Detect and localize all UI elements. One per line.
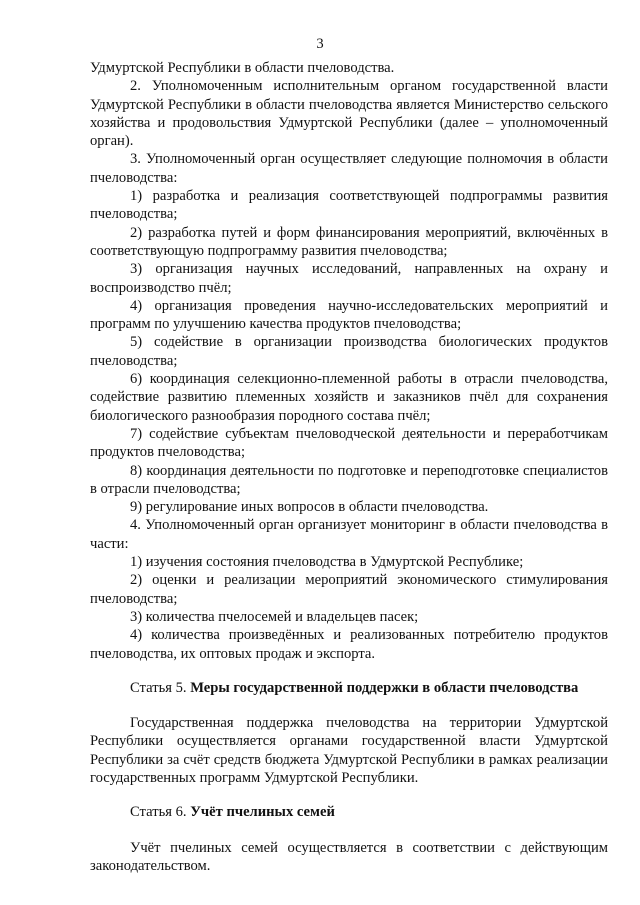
list-item: 3) количества пчелосемей и владельцев пасек; xyxy=(130,608,419,625)
paragraph: 3. Уполномоченный орган осуществляет следующие полномочия в области пчеловодства: xyxy=(90,151,608,186)
article-6-prefix: Статья 6. xyxy=(130,804,187,821)
list-item: 6) координация селекционно-племенной работы в отрасли пчеловодства, содействие развитию племенных хозяйств и заказников пчёл для сохранения биологического разнообразия породного состава пчёл; xyxy=(90,371,608,424)
paragraph: 4. Уполномоченный орган организует мониторинг в области пчеловодства в части: xyxy=(90,517,608,552)
paragraph: Удмуртской Республики в области пчеловодства. xyxy=(90,60,395,76)
page-number: 3 xyxy=(316,36,324,52)
article-6-title: Учёт пчелиных семей xyxy=(190,804,335,821)
list-item: 4) организация проведения научно-исследовательских мероприятий и программ по улучшению качества продуктов пчеловодства; xyxy=(90,297,608,333)
paragraph: 2. Уполномоченным исполнительным органом государственной власти Удмуртской Республики в области пчеловодства является Министерство сельского хозяйства и продовольствия Удмуртской Республики (далее – уполномоченный орган). xyxy=(90,78,608,150)
list-item: 5) содействие в организации производства биологических продуктов пчеловодства; xyxy=(90,334,608,369)
list-item: 3) организация научных исследований, направленных на охрану и воспроизводство пчёл; xyxy=(90,261,608,296)
article-6-heading xyxy=(90,803,608,821)
list-item: 8) координация деятельности по подготовке и переподготовке специалистов в отрасли пчеловодства; xyxy=(90,462,608,497)
article-5-prefix: Статья 5. xyxy=(130,679,187,696)
list-item: 4) количества произведённых и реализованных потребителю продуктов пчеловодства, их оптовых продаж и экспорта. xyxy=(90,627,608,662)
list-item: 2) разработка путей и форм финансирования мероприятий, включённых в соответствующую подпрограмму развития пчеловодства; xyxy=(90,224,608,259)
document-body xyxy=(90,59,608,875)
article-5-body: Государственная поддержка пчеловодства на территории Удмуртской Республики осуществляется органами государственной власти Удмуртской Республики за счёт средств бюджета Удмуртской Республики в рамках реализации государственных программ Удмуртской Республики. xyxy=(90,715,608,786)
list-item: 1) изучения состояния пчеловодства в Удмуртской Республике; xyxy=(130,554,524,571)
article-5-title: Меры государственной поддержки в области пчеловодства xyxy=(190,679,579,696)
list-item: 9) регулирование иных вопросов в области пчеловодства. xyxy=(130,499,489,516)
list-item: 7) содействие субъектам пчеловодческой деятельности и переработчикам продуктов пчеловодства; xyxy=(90,425,608,461)
list-item: 1) разработка и реализация соответствующей подпрограммы развития пчеловодства; xyxy=(90,188,608,223)
article-6-body: Учёт пчелиных семей осуществляется в соответствии с действующим законодательством. xyxy=(90,839,608,874)
list-item: 2) оценки и реализации мероприятий экономического стимулирования пчеловодства; xyxy=(90,572,608,607)
article-5-heading xyxy=(90,679,608,697)
